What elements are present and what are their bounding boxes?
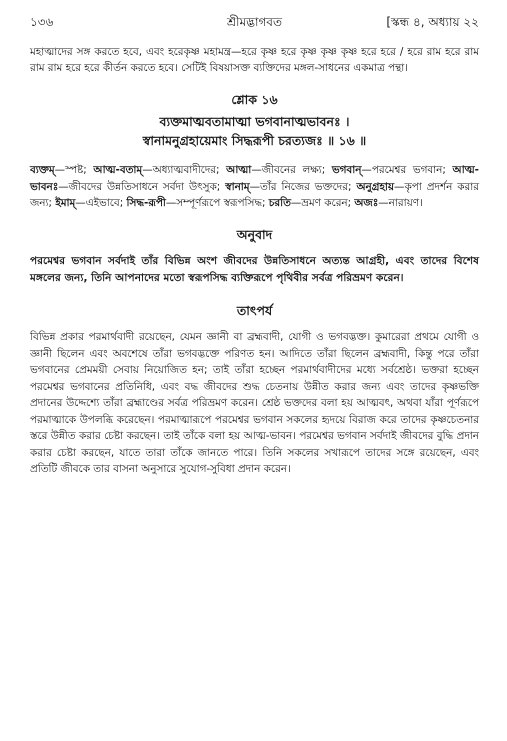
synonym-meaning: —ভ্রমণ করেন; [290, 196, 355, 209]
synonym-term: স্বানাম্ [225, 180, 250, 193]
synonym-meaning: —এইভাবে; [75, 196, 127, 209]
synonym-meaning: —তাঁর নিজের ভক্তদের; [249, 180, 357, 193]
synonym-meaning: —সম্পূর্ণরূপে স্বরূপসিদ্ধ; [165, 196, 269, 209]
synonym-meaning: —নারায়ণ। [378, 196, 423, 209]
book-page [0, 14, 507, 741]
synonym-term: আত্ম-ভাবনঃ [30, 164, 479, 193]
page-number: ১৩৬ [30, 15, 54, 29]
synonym-term: চরতি [268, 196, 291, 209]
section-reference: [স্কন্ধ ৪, অধ্যায় ২২ [386, 15, 479, 29]
synonym-term: অজঃ [354, 196, 379, 209]
translation-heading: অনুবাদ [236, 227, 273, 243]
synonym-meaning: —স্পষ্ট; [54, 164, 94, 177]
synonym-meaning: —জীবদের উন্নতিসাধনে সর্বদা উৎসুক; [58, 180, 226, 193]
synonym-term: অনুগ্রহায় [356, 180, 395, 193]
book-title: শ্রীমদ্ভাগবত [226, 15, 282, 29]
translation-text: পরমেশ্বর ভগবান সর্বদাই তাঁর বিভিন্ন অংশ জীবদের উন্নতিসাধনে অত্যন্ত আগ্রহী, এবং তাদের বিশেষ মঙ্গলের জন্য, তিনি আপনাদের মতো স্বরূপসিদ্ধ ব্যক্তিরূপে পৃথিবীর সর্বত্র পরিভ্রমণ করেন। [30, 255, 479, 285]
synonym-term: ভগবান্ [331, 164, 362, 177]
page-header [30, 14, 479, 44]
synonym-term: ব্যক্তম্ [30, 164, 55, 177]
intro-paragraph: মহাত্মাদের সঙ্গ করতে হবে, এবং হরেকৃষ্ণ মহামন্ত্র—হরে কৃষ্ণ হরে কৃষ্ণ কৃষ্ণ কৃষ্ণ হরে হরে / হরে রাম হরে রাম রাম রাম হরে হরে কীর্তন করতে হবে। সেটিই বিষয়াসক্ত ব্যক্তিদের মঙ্গল-সাধনের একমাত্র পন্থা। [30, 46, 479, 75]
sloka-line-1: ব্যক্তমাত্মবতামাত্মা ভগবানাত্মভাবনঃ । [159, 114, 350, 130]
synonym-term: ইমাম্ [55, 196, 76, 209]
synonym-term: আত্ম-বতাম্ [93, 164, 143, 177]
synonym-meaning: —কৃপা প্রদর্শন করার জন্য; [30, 180, 479, 209]
synonym-term: আত্মা [226, 164, 252, 177]
sloka-title: শ্লোক ১৬ [231, 92, 278, 108]
synonym-meaning: —অধ্যাত্মবাদীদের; [142, 164, 227, 177]
sloka-line-2: স্বানামনুগ্রহায়েমাং সিদ্ধরূপী চরত্যজঃ ॥ ১৬ ॥ [142, 133, 367, 149]
synonyms-paragraph [30, 162, 479, 211]
synonym-meaning: —জীবনের লক্ষ্য; [251, 164, 332, 177]
synonym-term: সিদ্ধ-রূপী [126, 196, 166, 209]
purport-text: বিভিন্ন প্রকার পরমার্থবাদী রয়েছেন, যেমন জ্ঞানী বা ব্রহ্মবাদী, যোগী ও ভগবদ্ভক্ত। কুমারেরা প্রথমে যোগী ও জ্ঞানী ছিলেন এবং অবশেষে তাঁরা ভগবদ্ভক্তে পরিণত হন। আদিতে তাঁরা ছিলেন ব্রহ্মবাদী, কিন্তু পরে তাঁরা ভগবানের প্রেমময়ী সেবায় নিয়োজিত হন; তাই তাঁরা হচ্ছেন পরমার্থবাদীদের মধ্যে সর্বশ্রেষ্ঠ। ভক্তরা হচ্ছেন পরমেশ্বর ভগবানের প্রতিনিধি, এবং বদ্ধ জীবদের শুদ্ধ চেতনায় উন্নীত করার জন্য এবং তাদের কৃষ্ণভক্তি প্রদানের উদ্দেশ্যে তাঁরা ব্রহ্মাণ্ডের সর্বত্র পরিভ্রমণ করেন। শ্রেষ্ঠ ভক্তদের বলা হয় আত্মবৎ, অথবা যাঁরা পূর্ণরূপে পরমাত্মাকে উপলব্ধি করেছেন। পরমাত্মারূপে পরমেশ্বর ভগবান সকলের হৃদয়ে বিরাজ করে তাদের কৃষ্ণচেতনার স্তরে উন্নীত করার চেষ্টা করছেন। তাই তাঁকে বলা হয় আত্ম-ভাবন। পরমেশ্বর ভগবান সর্বদাই জীবদের বুদ্ধি প্রদান করার চেষ্টা করছেন, যাতে তারা তাঁকে জানতে পারে। তিনি সকলের সখারূপে তাদের সঙ্গে রয়েছেন, এবং প্রতিটি জীবকে তার বাসনা অনুসারে সুযোগ-সুবিধা প্রদান করেন। [30, 331, 479, 476]
purport-heading: তাৎপর্য [236, 303, 273, 319]
synonym-meaning: —পরমেশ্বর ভগবান; [361, 164, 453, 177]
